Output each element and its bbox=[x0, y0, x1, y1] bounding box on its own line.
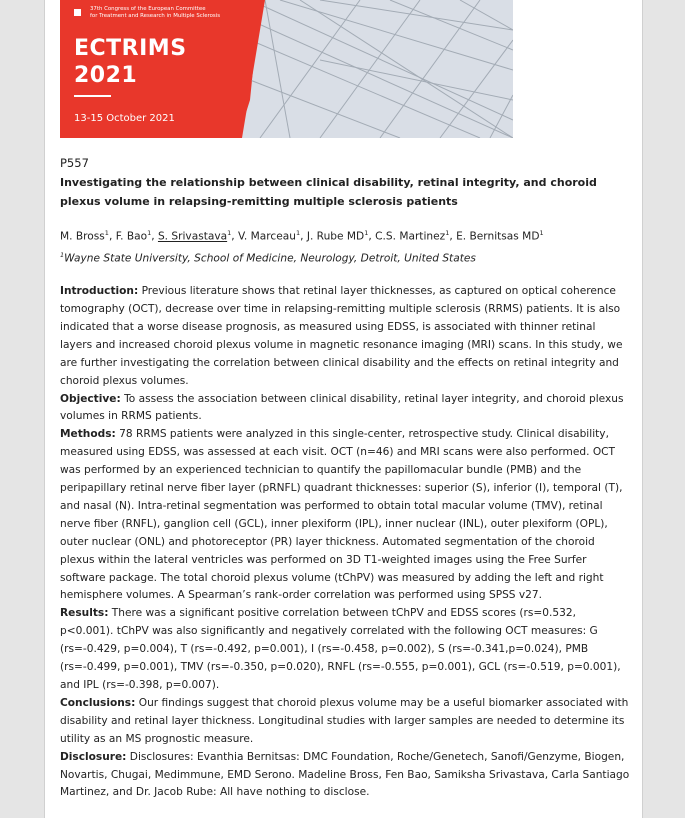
section-label: Results: bbox=[60, 607, 109, 620]
author-affiliation-number: 1 bbox=[364, 229, 369, 237]
congress-line-1: 37th Congress of the European Committee bbox=[90, 6, 206, 12]
conference-banner bbox=[60, 0, 513, 138]
author-affiliation-number: 1 bbox=[147, 229, 152, 237]
author-separator: , bbox=[231, 230, 239, 243]
abstract-section bbox=[60, 605, 630, 695]
congress-line-2: for Treatment and Research in Multiple Sclerosis bbox=[90, 13, 221, 19]
abstract-section bbox=[60, 391, 630, 427]
abstract-section bbox=[60, 426, 630, 605]
section-label: Objective: bbox=[60, 392, 121, 405]
section-text: Our findings suggest that choroid plexus volume may be a useful biomarker associated with disability and retinal layer thickness. Longitudinal studies with larger samples are needed to determine its utility as an MS prognostic measure. bbox=[60, 696, 629, 745]
section-text: 78 RRMS patients were analyzed in this single-center, retrospective study. Clinical disability, measured using EDSS, was assessed at each visit. OCT (n=46) and MRI scans were also performed. OCT was performed by an experienced technician to quantify the papillomacular bundle (PMB) and the peripapillary retinal nerve fiber layer (pRNFL) quadrant thicknesses: superior (S), inferior (I), temporal (T), and nasal (N). Intra-retinal segmentation was performed to obtain total macular volume (TMV), retinal nerve fiber (RNFL), ganglion cell (GCL), inner plexiform (IPL), inner nuclear (INL), outer plexiform (OPL), outer nuclear (ONL) and photoreceptor (PR) layer thickness. Automated segmentation of the choroid plexus within the lateral ventricles was performed on 3D T1-weighted images using the Free Surfer software package. The total choroid plexus volume (tChPV) was measured by adding the left and right hemisphere volumes. A Spearman’s rank-order correlation was performed using SPSS v27. bbox=[60, 428, 623, 602]
congress-name bbox=[90, 6, 270, 20]
abstract-page bbox=[44, 0, 643, 818]
author-name: V. Marceau bbox=[238, 230, 296, 243]
conference-dates: 13-15 October 2021 bbox=[74, 113, 175, 124]
affiliation-text: Wayne State University, School of Medicine, Neurology, Detroit, United States bbox=[64, 252, 476, 265]
abstract-section bbox=[60, 749, 630, 803]
author-name: E. Bernitsas MD bbox=[456, 230, 540, 243]
author-affiliation-number: 1 bbox=[445, 229, 450, 237]
author-list bbox=[60, 224, 630, 246]
section-label: Conclusions: bbox=[60, 696, 136, 709]
author-name: M. Bross bbox=[60, 230, 105, 243]
section-text: To assess the association between clinical disability, retinal layer integrity, and choroid plexus volumes in RRMS patients. bbox=[60, 392, 624, 423]
abstract-content bbox=[60, 154, 630, 802]
section-label: Disclosure: bbox=[60, 750, 127, 763]
section-label: Methods: bbox=[60, 428, 116, 441]
affiliation bbox=[60, 246, 630, 268]
abstract-section bbox=[60, 283, 630, 390]
author-name: S. Srivastava bbox=[157, 230, 228, 243]
abstract-section bbox=[60, 695, 630, 749]
abstract-title: Investigating the relationship between clinical disability, retinal integrity, and choroid plexus volume in relapsing-remitting multiple sclerosis patients bbox=[60, 176, 597, 208]
banner-divider bbox=[74, 95, 111, 97]
author-name: F. Bao bbox=[115, 230, 148, 243]
banner-text bbox=[74, 0, 274, 138]
section-label: Introduction: bbox=[60, 285, 139, 298]
author-separator: , bbox=[151, 230, 158, 243]
author-separator: , bbox=[368, 230, 376, 243]
poster-id: P557 bbox=[60, 156, 89, 170]
author-separator: , bbox=[449, 230, 457, 243]
congress-square-icon bbox=[74, 9, 81, 16]
author-affiliation-number: 1 bbox=[227, 229, 232, 237]
author-name: J. Rube MD bbox=[306, 230, 365, 243]
author-affiliation-number: 1 bbox=[295, 229, 301, 237]
author-name: C.S. Martinez bbox=[375, 230, 446, 243]
section-text: Disclosures: Evanthia Bernitsas: DMC Foundation, Roche/Genetech, Sanofi/Genzyme, Biogen, Novartis, Chugai, Medimmune, EMD Serono. Madeline Bross, Fen Bao, Samiksha Srivastava, Carla Santiago Martinez, and Dr. Jacob Rube: All have nothing to disclose. bbox=[60, 750, 630, 799]
abstract-body bbox=[60, 283, 630, 802]
section-text: Previous literature shows that retinal layer thicknesses, as captured on optical coherence tomography (OCT), decrease over time in relapsing-remitting multiple sclerosis (RRMS) patients. It is also indicated that a worse disease prognosis, as measured using EDSS, is associated with thinner retinal layers and increased choroid plexus volume in magnetic resonance imaging (MRI) scans. In this study, we are further investigating the correlation between clinical disability and the effects on retinal integrity and choroid plexus volumes. bbox=[60, 285, 623, 387]
author-affiliation-number: 1 bbox=[539, 229, 544, 237]
section-text: There was a significant positive correlation between tChPV and EDSS scores (rs=0.532, p<0.001). tChPV was also significantly and negatively correlated with the following OCT measures: G (rs=-0.429, p=0.004), T (rs=-0.492, p=0.001), I (rs=-0.458, p=0.002), S (rs=-0.341,p=0.024), PMB (rs=-0.499, p=0.001), TMV (rs=-0.350, p=0.020), RNFL (rs=-0.555, p=0.001), GCL (rs=-0.519, p=0.001), and IPL (rs=-0.398, p=0.007). bbox=[60, 607, 621, 691]
affiliation-number: 1 bbox=[60, 250, 65, 259]
author-affiliation-number: 1 bbox=[104, 229, 109, 237]
author-separator: , bbox=[108, 230, 116, 243]
conference-year: 2021 bbox=[74, 63, 138, 88]
conference-name: ECTRIMS bbox=[74, 36, 187, 61]
author-separator: , bbox=[300, 230, 307, 243]
